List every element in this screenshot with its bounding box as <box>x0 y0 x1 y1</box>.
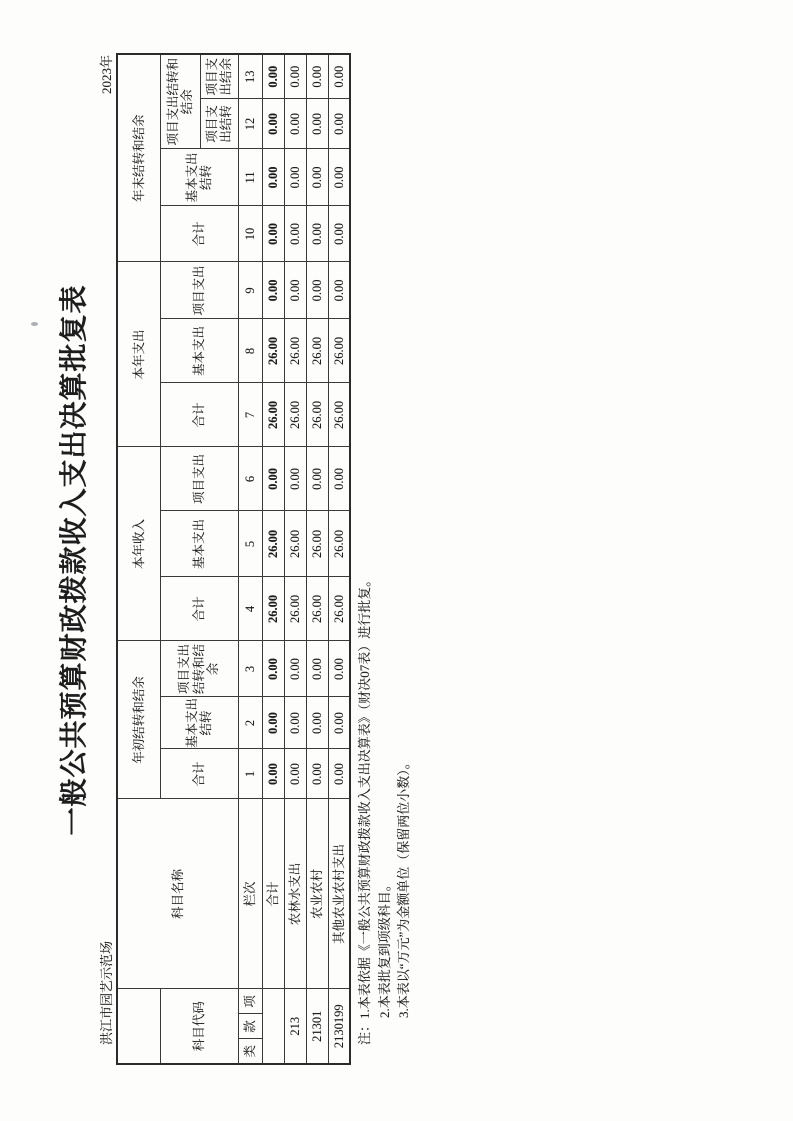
subject-code-cell: 21301 <box>306 989 328 1064</box>
value-cell: 26.00 <box>262 383 284 447</box>
value-cell: 26.00 <box>306 383 328 447</box>
value-cell: 0.00 <box>262 206 284 262</box>
value-cell: 0.00 <box>328 447 350 511</box>
value-cell: 0.00 <box>284 54 306 99</box>
header-end-project-remain: 项目支出结余 <box>200 54 238 99</box>
table-row <box>328 54 350 1064</box>
value-cell: 26.00 <box>284 383 306 447</box>
column-number-cell: 4 <box>238 577 262 641</box>
header-begin-basic: 基本支出结转 <box>160 697 238 749</box>
column-number-cell: 10 <box>238 206 262 262</box>
header-begin-project: 项目支出结转和结余 <box>160 641 238 697</box>
value-cell: 26.00 <box>306 511 328 577</box>
column-number-cell: 11 <box>238 149 262 206</box>
value-cell: 26.00 <box>284 577 306 641</box>
value-cell: 26.00 <box>284 511 306 577</box>
group-current-income: 本年收入 <box>117 447 160 641</box>
column-number-cell: 12 <box>238 99 262 149</box>
group-yearend-balance: 年末结转和结余 <box>117 54 160 262</box>
column-number-cell: 1 <box>238 749 262 799</box>
column-number-cell: 5 <box>238 511 262 577</box>
group-begin-balance: 年初结转和结余 <box>117 641 160 799</box>
value-cell: 0.00 <box>328 99 350 149</box>
value-cell: 0.00 <box>328 54 350 99</box>
header-income-project: 项目支出 <box>160 447 238 511</box>
value-cell: 0.00 <box>306 99 328 149</box>
header-end-total: 合计 <box>160 206 238 262</box>
header-end-project-group: 项目支出结转和结余 <box>160 54 200 149</box>
header-row-groups <box>117 54 160 1064</box>
value-cell: 0.00 <box>262 149 284 206</box>
value-cell: 0.00 <box>306 54 328 99</box>
document <box>52 0 414 1121</box>
value-cell: 26.00 <box>306 577 328 641</box>
subject-code-cell <box>262 989 284 1064</box>
subject-code-cell: 213 <box>284 989 306 1064</box>
value-cell: 26.00 <box>328 319 350 383</box>
value-cell: 0.00 <box>306 641 328 697</box>
subject-code-header: 科目代码 <box>160 989 238 1064</box>
value-cell: 26.00 <box>262 577 284 641</box>
header-end-basic: 基本支出结转 <box>160 149 238 206</box>
value-cell: 0.00 <box>306 447 328 511</box>
footnotes <box>355 55 414 1065</box>
value-cell: 0.00 <box>284 99 306 149</box>
value-cell: 26.00 <box>328 511 350 577</box>
value-cell: 0.00 <box>284 697 306 749</box>
code-level-class: 类 <box>238 1039 262 1064</box>
value-cell: 0.00 <box>328 149 350 206</box>
value-cell: 0.00 <box>262 447 284 511</box>
footnote-1: 注：1.本表依据《一般公共预算财政拨款收入支出决算表》（财决07表）进行批复。 <box>357 573 372 1045</box>
value-cell: 0.00 <box>328 206 350 262</box>
value-cell: 0.00 <box>306 149 328 206</box>
header-expense-project: 项目支出 <box>160 262 238 319</box>
column-number-cell: 8 <box>238 319 262 383</box>
header-income-basic: 基本支出 <box>160 511 238 577</box>
value-cell: 0.00 <box>262 262 284 319</box>
footnote-2: 2.本表批复到项级科目。 <box>376 878 392 1018</box>
value-cell: 0.00 <box>262 697 284 749</box>
value-cell: 0.00 <box>328 641 350 697</box>
value-cell: 0.00 <box>306 697 328 749</box>
value-cell: 0.00 <box>284 262 306 319</box>
value-cell: 0.00 <box>262 641 284 697</box>
value-cell: 26.00 <box>284 319 306 383</box>
value-cell: 0.00 <box>284 641 306 697</box>
value-cell: 26.00 <box>328 383 350 447</box>
value-cell: 0.00 <box>284 447 306 511</box>
column-number-cell: 7 <box>238 383 262 447</box>
table-row <box>262 54 284 1064</box>
footnote-3: 3.本表以“万元”为金额单位（保留两位小数）。 <box>396 756 411 1018</box>
column-number-cell: 3 <box>238 641 262 697</box>
fiscal-year: 2023年 <box>99 55 114 95</box>
value-cell: 0.00 <box>306 206 328 262</box>
subject-name-cell: 合计 <box>262 799 284 989</box>
unit-name: 洪江市园艺示范场 <box>99 940 114 1045</box>
column-number-cell: 2 <box>238 697 262 749</box>
value-cell: 0.00 <box>328 262 350 319</box>
header-expense-total: 合计 <box>160 383 238 447</box>
value-cell: 0.00 <box>262 54 284 99</box>
subject-name-cell: 农业农村 <box>306 799 328 989</box>
value-cell: 0.00 <box>284 749 306 799</box>
meta-row <box>96 55 115 1065</box>
value-cell: 26.00 <box>306 319 328 383</box>
value-cell: 0.00 <box>328 749 350 799</box>
subject-name-cell: 其他农业农村支出 <box>328 799 350 989</box>
header-begin-total: 合计 <box>160 749 238 799</box>
value-cell: 0.00 <box>306 262 328 319</box>
subject-name-header: 科目名称 <box>117 799 238 989</box>
subject-code-cell: 2130199 <box>328 989 350 1064</box>
page-title: 一般公共预算财政拨款收入支出决算批复表 <box>59 284 90 836</box>
header-income-total: 合计 <box>160 577 238 641</box>
group-current-expense: 本年支出 <box>117 262 160 447</box>
column-number-cell: 9 <box>238 262 262 319</box>
lanci-label: 栏次 <box>238 799 262 989</box>
header-expense-basic: 基本支出 <box>160 319 238 383</box>
table-row <box>284 54 306 1064</box>
value-cell: 0.00 <box>284 149 306 206</box>
value-cell: 26.00 <box>328 577 350 641</box>
column-number-cell: 13 <box>238 54 262 99</box>
value-cell: 0.00 <box>262 749 284 799</box>
empty-header-cell <box>117 989 160 1064</box>
table-row <box>306 54 328 1064</box>
table-body <box>262 54 350 1064</box>
budget-table <box>116 53 351 1065</box>
subject-name-cell: 农林水支出 <box>284 799 306 989</box>
code-level-section: 款 <box>238 1014 262 1039</box>
value-cell: 26.00 <box>262 319 284 383</box>
value-cell: 26.00 <box>262 511 284 577</box>
value-cell: 0.00 <box>328 697 350 749</box>
value-cell: 0.00 <box>262 99 284 149</box>
header-end-project-carry: 项目支出结转 <box>200 99 238 149</box>
column-number-cell: 6 <box>238 447 262 511</box>
value-cell: 0.00 <box>306 749 328 799</box>
column-number-row <box>238 54 262 1064</box>
value-cell: 0.00 <box>284 206 306 262</box>
code-level-item: 项 <box>238 989 262 1014</box>
